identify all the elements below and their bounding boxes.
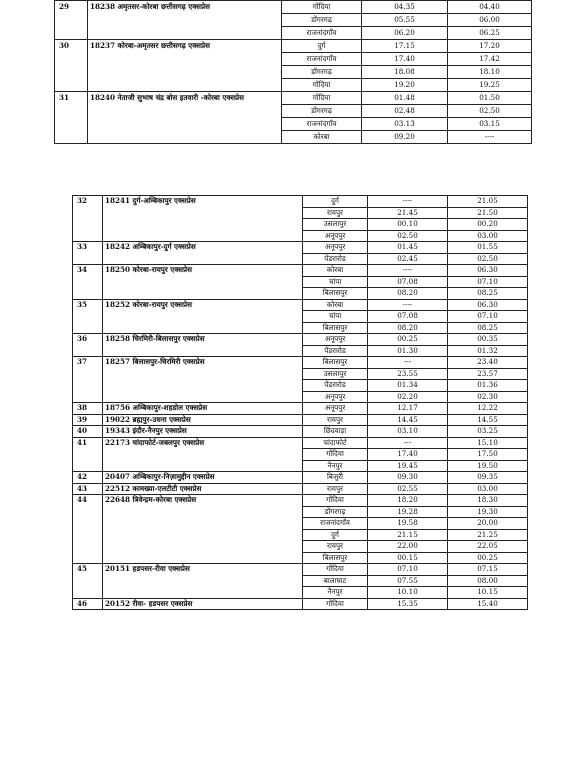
table-row (73, 564, 528, 576)
station-name: कोरबा (303, 299, 368, 311)
train-name: 18756 अम्बिकापुर-शहडोल एक्सप्रेस (103, 403, 303, 415)
table-row (73, 598, 528, 610)
station-name: गोंदिया (303, 449, 368, 461)
arrival-time: 23.55 (368, 368, 448, 380)
departure-time: 15.40 (448, 598, 528, 610)
departure-time: 08.00 (448, 575, 528, 587)
departure-time: 03.15 (448, 118, 532, 131)
station-name: अनूपपुर (303, 334, 368, 346)
departure-time: 06.00 (448, 14, 532, 27)
arrival-time: 18.08 (362, 66, 448, 79)
station-name: छिंदवाड़ा (303, 426, 368, 438)
arrival-time: 07.08 (368, 276, 448, 288)
departure-time: 01.55 (448, 242, 528, 254)
station-name: गोंदिया (282, 79, 362, 92)
serial-number: 33 (73, 242, 103, 265)
arrival-time: 03.10 (368, 426, 448, 438)
train-name: 22173 चांदाफोर्ट-जबलपुर एक्सप्रेस (103, 437, 303, 472)
arrival-time: 02.48 (362, 105, 448, 118)
departure-time: 17.50 (448, 449, 528, 461)
station-name: अनूपपुर (303, 242, 368, 254)
table-row (73, 357, 528, 369)
arrival-time: 02.45 (368, 253, 448, 265)
station-name: अनूपपुर (303, 230, 368, 242)
arrival-time: 12.17 (368, 403, 448, 415)
station-name: डोंगरगढ़ (282, 14, 362, 27)
departure-time: 21.05 (448, 196, 528, 208)
station-name: डोंगरगढ़ (282, 105, 362, 118)
station-name: डोंगरगढ़ (303, 506, 368, 518)
departure-time: 19.25 (448, 79, 532, 92)
arrival-time: 07.10 (368, 564, 448, 576)
station-name: नैनपुर (303, 460, 368, 472)
train-name: 18238 अमृतसर-कोरबा छत्तीसगढ़ एक्सप्रेस (88, 1, 282, 40)
station-name: गोंदिया (282, 92, 362, 105)
arrival-time: 19.58 (368, 518, 448, 530)
station-name: बिजुरी (303, 472, 368, 484)
train-name: 19022 ब्रह्मपुर-उधना एक्सप्रेस (103, 414, 303, 426)
station-name: अनूपपुर (303, 391, 368, 403)
station-name: दुर्ग (282, 40, 362, 53)
station-name: चांदाफोर्ट (303, 437, 368, 449)
station-name: पेंडरारोड (303, 380, 368, 392)
arrival-time: ---- (368, 265, 448, 277)
serial-number: 35 (73, 299, 103, 334)
arrival-time: 21.15 (368, 529, 448, 541)
arrival-time: 02.50 (368, 230, 448, 242)
arrival-time: 15.35 (368, 598, 448, 610)
departure-time: 20.00 (448, 518, 528, 530)
arrival-time: 17.40 (368, 449, 448, 461)
table-row (73, 437, 528, 449)
train-name: 20407 अम्बिकापुर-निज़ामुद्दीन एक्सप्रेस (103, 472, 303, 484)
departure-time: 06.30 (448, 299, 528, 311)
station-name: अनूपपुर (303, 403, 368, 415)
station-name: राजनांदगाँव (282, 53, 362, 66)
train-name: 18250 कोरबा-रायपुर एक्सप्रेस (103, 265, 303, 300)
arrival-time: 08.20 (368, 288, 448, 300)
departure-time: 02.30 (448, 391, 528, 403)
train-name: 18258 चिरमिरी-बिलासपुर एक्सप्रेस (103, 334, 303, 357)
serial-number: 30 (55, 40, 88, 92)
station-name: पेंडरारोड (303, 253, 368, 265)
station-name: बालाघाट (303, 575, 368, 587)
station-name: गोंदिया (303, 564, 368, 576)
arrival-time: 07.55 (368, 575, 448, 587)
arrival-time: 05.55 (362, 14, 448, 27)
departure-time: 02.50 (448, 105, 532, 118)
station-name: रायपुर (303, 414, 368, 426)
train-name: 22648 त्रिवेन्द्रम-कोरबा एक्सप्रेस (103, 495, 303, 564)
arrival-time: 14.45 (368, 414, 448, 426)
departure-time: 21.25 (448, 529, 528, 541)
table-row (73, 299, 528, 311)
station-name: बिलासपुर (303, 322, 368, 334)
departure-time: 09.35 (448, 472, 528, 484)
departure-time: 08.25 (448, 322, 528, 334)
arrival-time: 22.00 (368, 541, 448, 553)
train-name: 18257 बिलासपुर-चिरमिरी एक्सप्रेस (103, 357, 303, 403)
station-name: कोरबा (303, 265, 368, 277)
table-row (73, 426, 528, 438)
station-name: बिलासपुर (303, 357, 368, 369)
arrival-time: 01.48 (362, 92, 448, 105)
arrival-time: 17.15 (362, 40, 448, 53)
serial-number: 42 (73, 472, 103, 484)
arrival-time: 18.20 (368, 495, 448, 507)
train-name: 18240 नेताजी सुभाष चंद्र बोस इतवारी -कोरबा एक्सप्रेस (88, 92, 282, 144)
station-name: उसलापुर (303, 219, 368, 231)
departure-time: 14.55 (448, 414, 528, 426)
arrival-time: 07.08 (368, 311, 448, 323)
departure-time: 00.25 (448, 552, 528, 564)
train-name: 22512 कामख्या-एलटीटी एक्सप्रेस (103, 483, 303, 495)
departure-time: 21.50 (448, 207, 528, 219)
arrival-time: 01.34 (368, 380, 448, 392)
station-name: डोंगरगढ़ (282, 66, 362, 79)
departure-time: 04.40 (448, 1, 532, 14)
serial-number: 41 (73, 437, 103, 472)
station-name: रायपुर (303, 483, 368, 495)
departure-time: 10.15 (448, 587, 528, 599)
table-row (73, 403, 528, 415)
serial-number: 44 (73, 495, 103, 564)
table-row (55, 1, 532, 14)
departure-time: 01.50 (448, 92, 532, 105)
departure-time: ---- (448, 131, 532, 144)
arrival-time: 00.15 (368, 552, 448, 564)
table-row (73, 334, 528, 346)
station-name: पेंडरारोड (303, 345, 368, 357)
departure-time: 18.30 (448, 495, 528, 507)
station-name: रायपुर (303, 207, 368, 219)
departure-time: 03.00 (448, 230, 528, 242)
table-row (73, 242, 528, 254)
arrival-time: ---- (368, 196, 448, 208)
departure-time: 06.25 (448, 27, 532, 40)
serial-number: 40 (73, 426, 103, 438)
table-row (73, 495, 528, 507)
arrival-time: ---- (368, 299, 448, 311)
station-name: चांपा (303, 276, 368, 288)
station-name: बिलासपुर (303, 552, 368, 564)
station-name: दुर्ग (303, 196, 368, 208)
table-row (73, 472, 528, 484)
timetable-table-top (54, 0, 532, 144)
departure-time: 03.25 (448, 426, 528, 438)
arrival-time: 01.45 (368, 242, 448, 254)
table-row (73, 414, 528, 426)
station-name: राजनांदगाँव (282, 27, 362, 40)
serial-number: 45 (73, 564, 103, 599)
table-row (73, 483, 528, 495)
train-name: 18241 दुर्ग-अम्बिकापुर एक्सप्रेस (103, 196, 303, 242)
arrival-time: --- (368, 437, 448, 449)
arrival-time: 00.10 (368, 219, 448, 231)
serial-number: 38 (73, 403, 103, 415)
arrival-time: 03.13 (362, 118, 448, 131)
arrival-time: 09.20 (362, 131, 448, 144)
arrival-time: 09.30 (368, 472, 448, 484)
departure-time: 00.35 (448, 334, 528, 346)
arrival-time: 19.20 (362, 79, 448, 92)
table-row (55, 40, 532, 53)
departure-time: 00.20 (448, 219, 528, 231)
serial-number: 34 (73, 265, 103, 300)
station-name: उसलापुर (303, 368, 368, 380)
serial-number: 46 (73, 598, 103, 610)
arrival-time: 02.20 (368, 391, 448, 403)
arrival-time: 10.10 (368, 587, 448, 599)
arrival-time: 01.30 (368, 345, 448, 357)
timetable-table-bottom (72, 195, 528, 610)
table-row (55, 92, 532, 105)
departure-time: 19.50 (448, 460, 528, 472)
departure-time: 18.10 (448, 66, 532, 79)
station-name: रायपुर (303, 541, 368, 553)
train-name: 18242 अम्बिकापुर-दुर्ग एक्सप्रेस (103, 242, 303, 265)
table-row (73, 196, 528, 208)
departure-time: 07.10 (448, 311, 528, 323)
departure-time: 03.00 (448, 483, 528, 495)
arrival-time: 06.20 (362, 27, 448, 40)
station-name: गोंदिया (303, 495, 368, 507)
train-name: 19343 इंदौर-नैनपुर एक्सप्रेस (103, 426, 303, 438)
arrival-time: 21.45 (368, 207, 448, 219)
departure-time: 23.40 (448, 357, 528, 369)
table-row (73, 265, 528, 277)
station-name: दुर्ग (303, 529, 368, 541)
arrival-time: 19.45 (368, 460, 448, 472)
station-name: राजनांदगाँव (303, 518, 368, 530)
departure-time: 01.36 (448, 380, 528, 392)
departure-time: 02.50 (448, 253, 528, 265)
departure-time: 23.57 (448, 368, 528, 380)
serial-number: 36 (73, 334, 103, 357)
serial-number: 32 (73, 196, 103, 242)
arrival-time: 17.40 (362, 53, 448, 66)
arrival-time: 19.28 (368, 506, 448, 518)
arrival-time: 00.25 (368, 334, 448, 346)
train-name: 20152 रीवा- हडपसर एक्सप्रेस (103, 598, 303, 610)
station-name: गोंदिया (282, 1, 362, 14)
departure-time: 17.42 (448, 53, 532, 66)
departure-time: 15.10 (448, 437, 528, 449)
arrival-time: --- (368, 357, 448, 369)
serial-number: 39 (73, 414, 103, 426)
departure-time: 07.15 (448, 564, 528, 576)
station-name: गोंदिया (303, 598, 368, 610)
departure-time: 01.32 (448, 345, 528, 357)
station-name: चांपा (303, 311, 368, 323)
serial-number: 43 (73, 483, 103, 495)
departure-time: 17.20 (448, 40, 532, 53)
departure-time: 07.10 (448, 276, 528, 288)
station-name: कोरबा (282, 131, 362, 144)
departure-time: 06.30 (448, 265, 528, 277)
train-name: 20151 हडपसर-रीवा एक्सप्रेस (103, 564, 303, 599)
arrival-time: 04.35 (362, 1, 448, 14)
serial-number: 29 (55, 1, 88, 40)
departure-time: 08.25 (448, 288, 528, 300)
departure-time: 19.30 (448, 506, 528, 518)
arrival-time: 08.20 (368, 322, 448, 334)
departure-time: 12.22 (448, 403, 528, 415)
station-name: नैनपुर (303, 587, 368, 599)
arrival-time: 02.55 (368, 483, 448, 495)
train-name: 18252 कोरबा-रायपुर एक्सप्रेस (103, 299, 303, 334)
train-name: 18237 कोरबा-अमृतसर छत्तीसगढ़ एक्सप्रेस (88, 40, 282, 92)
serial-number: 37 (73, 357, 103, 403)
departure-time: 22.05 (448, 541, 528, 553)
station-name: बिलासपुर (303, 288, 368, 300)
station-name: राजनांदगाँव (282, 118, 362, 131)
serial-number: 31 (55, 92, 88, 144)
